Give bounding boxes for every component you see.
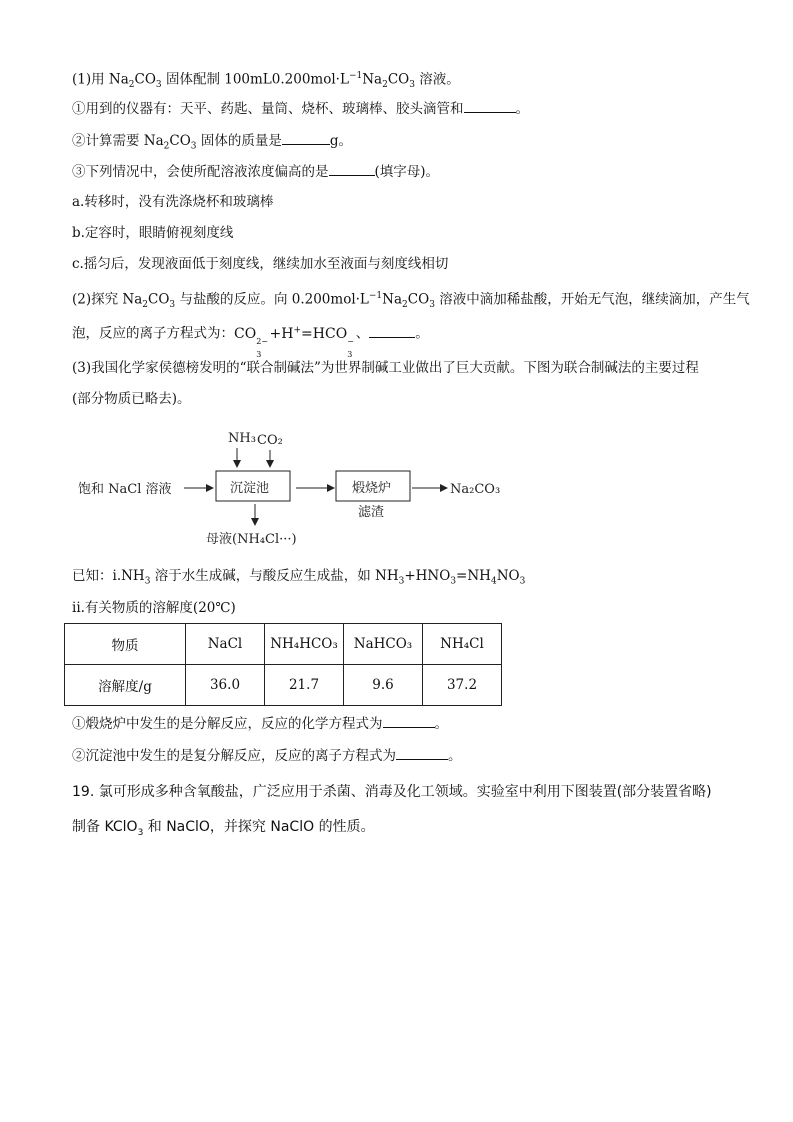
furnace-label: 煅烧炉 — [352, 481, 392, 496]
product-label: Na₂CO₃ — [450, 482, 501, 497]
table-header-cell: NH₄Cl — [423, 624, 502, 665]
input-nh3-label: NH₃ — [228, 431, 256, 446]
q1-intro: (1)用 $Na_2CO_3$ 固体配制 $100mL0.200mol\cdot L^{-1}Na_2CO_3$ 溶液。 — [72, 71, 460, 91]
input-co2-label: CO₂ — [257, 433, 283, 448]
table-row — [65, 665, 502, 706]
q3-item-2: ②沉淀池中发生的是复分解反应，反应的离子方程式为 。 — [72, 745, 462, 766]
answer-blank[interactable] — [329, 161, 375, 176]
q2-line-2: 泡，反应的离子方程式为：CO 2− 3 +H+=HCO − 3 、 。 — [72, 320, 429, 344]
q1-item-2: ②计算需要 $Na_2CO_3$ 固体的质量是 g。 — [72, 130, 352, 157]
q1-option-a: a.转移时，没有洗涤烧杯和玻璃棒 — [72, 194, 274, 210]
table-cell: 溶解度/g — [65, 665, 186, 706]
known-line-1: 已知：$i.NH_3$ 溶于水生成碱，与酸反应生成盐，如 $NH_3+HNO_3=NH_4NO_3$ — [72, 568, 526, 587]
table-cell: 21.7 — [265, 665, 344, 706]
q3-line-2: (部分物质已略去)。 — [72, 391, 191, 407]
ionic-equation: CO 2− 3 +H+=HCO − 3 — [234, 325, 354, 359]
q1-item-3: ③下列情况中，会使所配溶液浓度偏高的是 (填字母)。 — [72, 161, 439, 182]
table-header-cell: NaCl — [186, 624, 265, 665]
answer-blank[interactable] — [282, 130, 330, 145]
process-diagram — [72, 424, 512, 554]
q3-line-1: (3)我国化学家侯德榜发明的“联合制碱法”为世界制碱工业做出了巨大贡献。下图为联合制碱法的主要过程 — [72, 360, 699, 376]
q19-line-1: 19. 氯可形成多种含氧酸盐，广泛应用于杀菌、消毒及化工领域。实验室中利用下图装置(部分装置省略) — [72, 784, 712, 800]
q1-option-c: c.摇匀后，发现液面低于刻度线，继续加水至液面与刻度线相切 — [72, 256, 449, 272]
table-cell: 37.2 — [423, 665, 502, 706]
answer-blank[interactable] — [383, 713, 435, 728]
solubility-table — [64, 623, 502, 706]
table-header-cell: NaHCO₃ — [344, 624, 423, 665]
q3-item-1: ①煅烧炉中发生的是分解反应，反应的化学方程式为 。 — [72, 713, 448, 734]
q1-item-1: ①用到的仪器有：天平、药匙、量筒、烧杯、玻璃棒、胶头滴管和 。 — [72, 98, 529, 119]
table-cell: 9.6 — [344, 665, 423, 706]
mother-liquor-label: 母液(NH₄Cl···) — [206, 532, 297, 547]
table-header-cell: NH₄HCO₃ — [265, 624, 344, 665]
answer-blank[interactable] — [396, 745, 448, 760]
table-header-cell: 物质 — [65, 624, 186, 665]
q1-option-b: b.定容时，眼睛俯视刻度线 — [72, 225, 234, 241]
q2-line-1: (2)探究 $Na_2CO_3$ 与盐酸的反应。向 $0.200mol\cdot L^{-1}Na_2CO_3$ 溶液中滴加稀盐酸，开始无气泡，继续滴加，产生气 — [72, 291, 750, 311]
residue-label: 滤渣 — [358, 505, 385, 520]
source-label: 饱和 NaCl 溶液 — [78, 482, 172, 497]
known-line-2: ii.有关物质的溶解度(20℃) — [72, 600, 236, 616]
q19-line-2: 制备 KClO$_3$ 和 NaClO，并探究 NaClO 的性质。 — [72, 819, 375, 838]
answer-blank[interactable] — [369, 323, 415, 338]
table-header-row — [65, 624, 502, 665]
settling-tank-label: 沉淀池 — [230, 481, 270, 496]
answer-blank[interactable] — [464, 98, 516, 113]
table-cell: 36.0 — [186, 665, 265, 706]
